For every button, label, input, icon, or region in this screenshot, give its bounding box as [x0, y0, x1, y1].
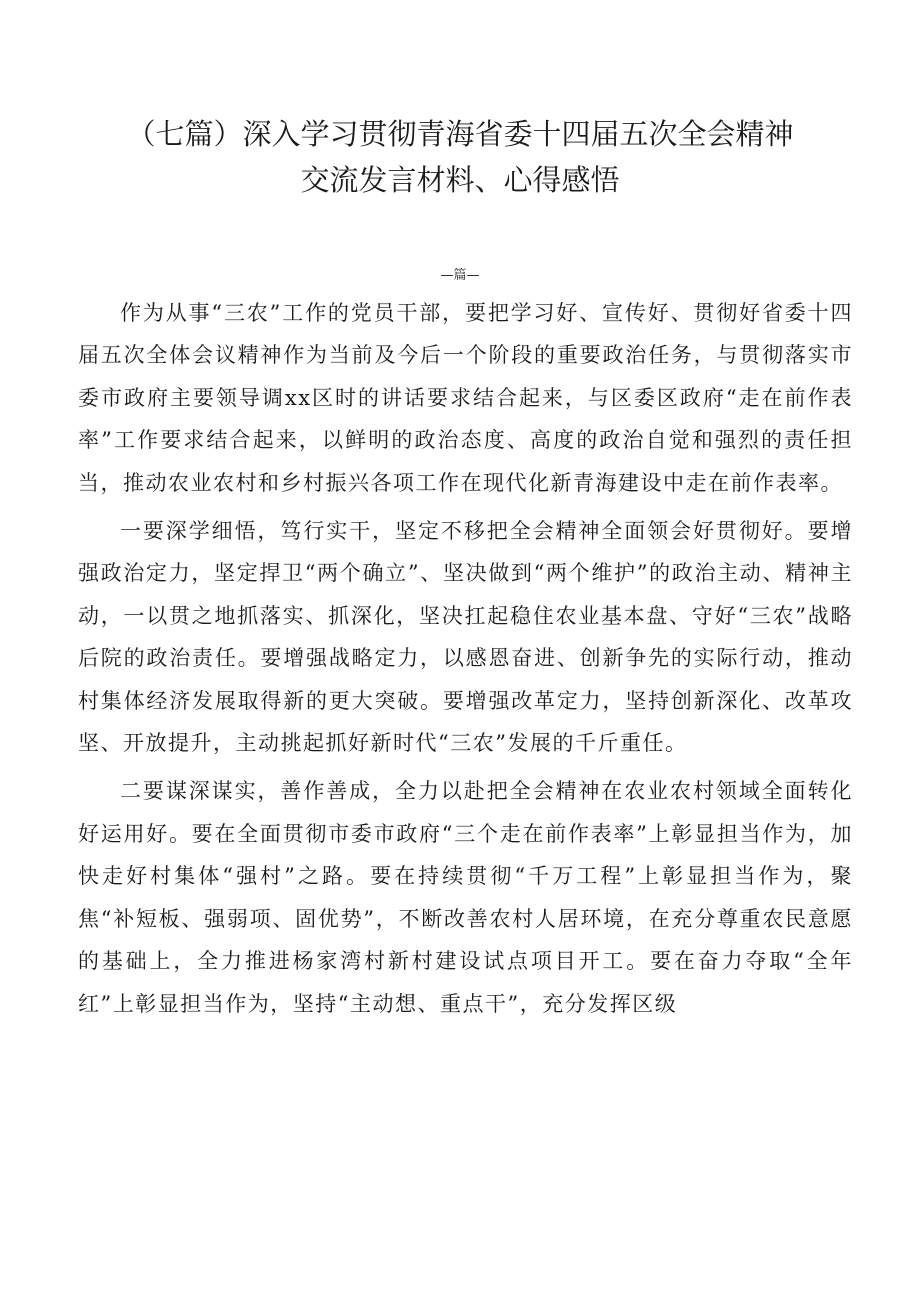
document-title-line-2: 交流发言材料、心得感悟: [300, 163, 620, 197]
paragraph-2: 一要深学细悟，笃行实干，坚定不移把全会精神全面领会好贯彻好。要增强政治定力，坚定捍卫“两个确立”、坚决做到“两个维护”的政治主动、精神主动，一以贯之地抓落实、抓深化，坚决扛起稳住农业基本盘、守好“三农”战略后院的政治责任。要增强战略定力，以感恩奋进、创新争先的实际行动，推动村集体经济发展取得新的更大突破。要增强改革定力，坚持创新深化、改革攻坚、开放提升，主动挑起抓好新时代“三农”发展的千斤重任。: [78, 519, 853, 756]
document-title-line-1: （七篇）深入学习贯彻青海省委十四届五次全会精神: [126, 117, 794, 151]
section-label: —篇—: [440, 268, 480, 283]
document-body: [78, 292, 853, 1031]
paragraph-3: 二要谋深谋实，善作善成，全力以赴把全会精神在农业农村领域全面转化好运用好。要在全面贯彻市委市政府“三个走在前作表率”上彰显担当作为，加快走好村集体“强村”之路。要在持续贯彻“千万工程”上彰显担当作为，聚焦“补短板、强弱项、固优势”，不断改善农村人居环境，在充分尊重农民意愿的基础上，全力推进杨家湾村新村建设试点项目开工。要在奋力夺取“全年红”上彰显担当作为，坚持“主动想、重点干”，充分发挥区级: [78, 779, 853, 1016]
paragraph-1: 作为从事“三农”工作的党员干部，要把学习好、宣传好、贯彻好省委十四届五次全体会议精神作为当前及今后一个阶段的重要政治任务，与贯彻落实市委市政府主要领导调xx区时的讲话要求结合起来，与区委区政府“走在前作表率”工作要求结合起来，以鲜明的政治态度、高度的政治自觉和强烈的责任担当，推动农业农村和乡村振兴各项工作在现代化新青海建设中走在前作表率。: [78, 301, 853, 495]
